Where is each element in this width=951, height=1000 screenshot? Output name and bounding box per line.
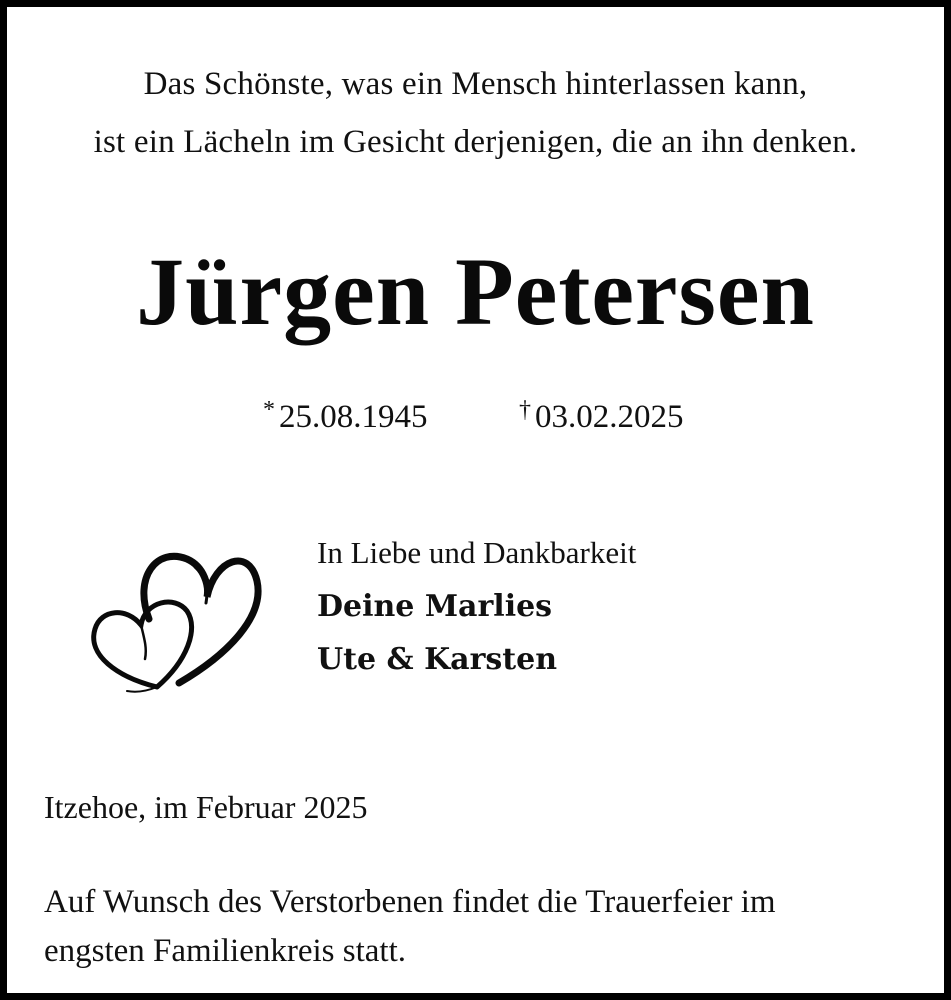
- place-date: Itzehoe, im Februar 2025: [44, 789, 368, 825]
- mourners-intro: In Liebe und Dankbarkeit: [317, 535, 637, 570]
- birth-star-icon: *: [263, 397, 275, 423]
- birth-date-line: [263, 399, 428, 436]
- death-date: 03.02.2025: [535, 399, 684, 435]
- mourner-name: Deine Marlies: [317, 589, 553, 624]
- funeral-notice-line-2: engsten Familienkreis statt.: [44, 933, 407, 969]
- quote-line-2: ist ein Lächeln im Gesicht derjenigen, die an ihn denken.: [93, 124, 858, 160]
- death-cross-icon: †: [519, 397, 531, 423]
- deceased-name: Jürgen Petersen: [136, 238, 815, 345]
- birth-date: 25.08.1945: [279, 399, 428, 435]
- mourner-name: Ute & Karsten: [317, 642, 558, 677]
- death-date-line: [519, 399, 684, 436]
- quote-line-1: Das Schönste, was ein Mensch hinterlassen kann,: [143, 66, 808, 102]
- funeral-notice-line-1: Auf Wunsch des Verstorbenen findet die Trauerfeier im: [44, 884, 776, 920]
- two-hearts-icon: [87, 537, 262, 697]
